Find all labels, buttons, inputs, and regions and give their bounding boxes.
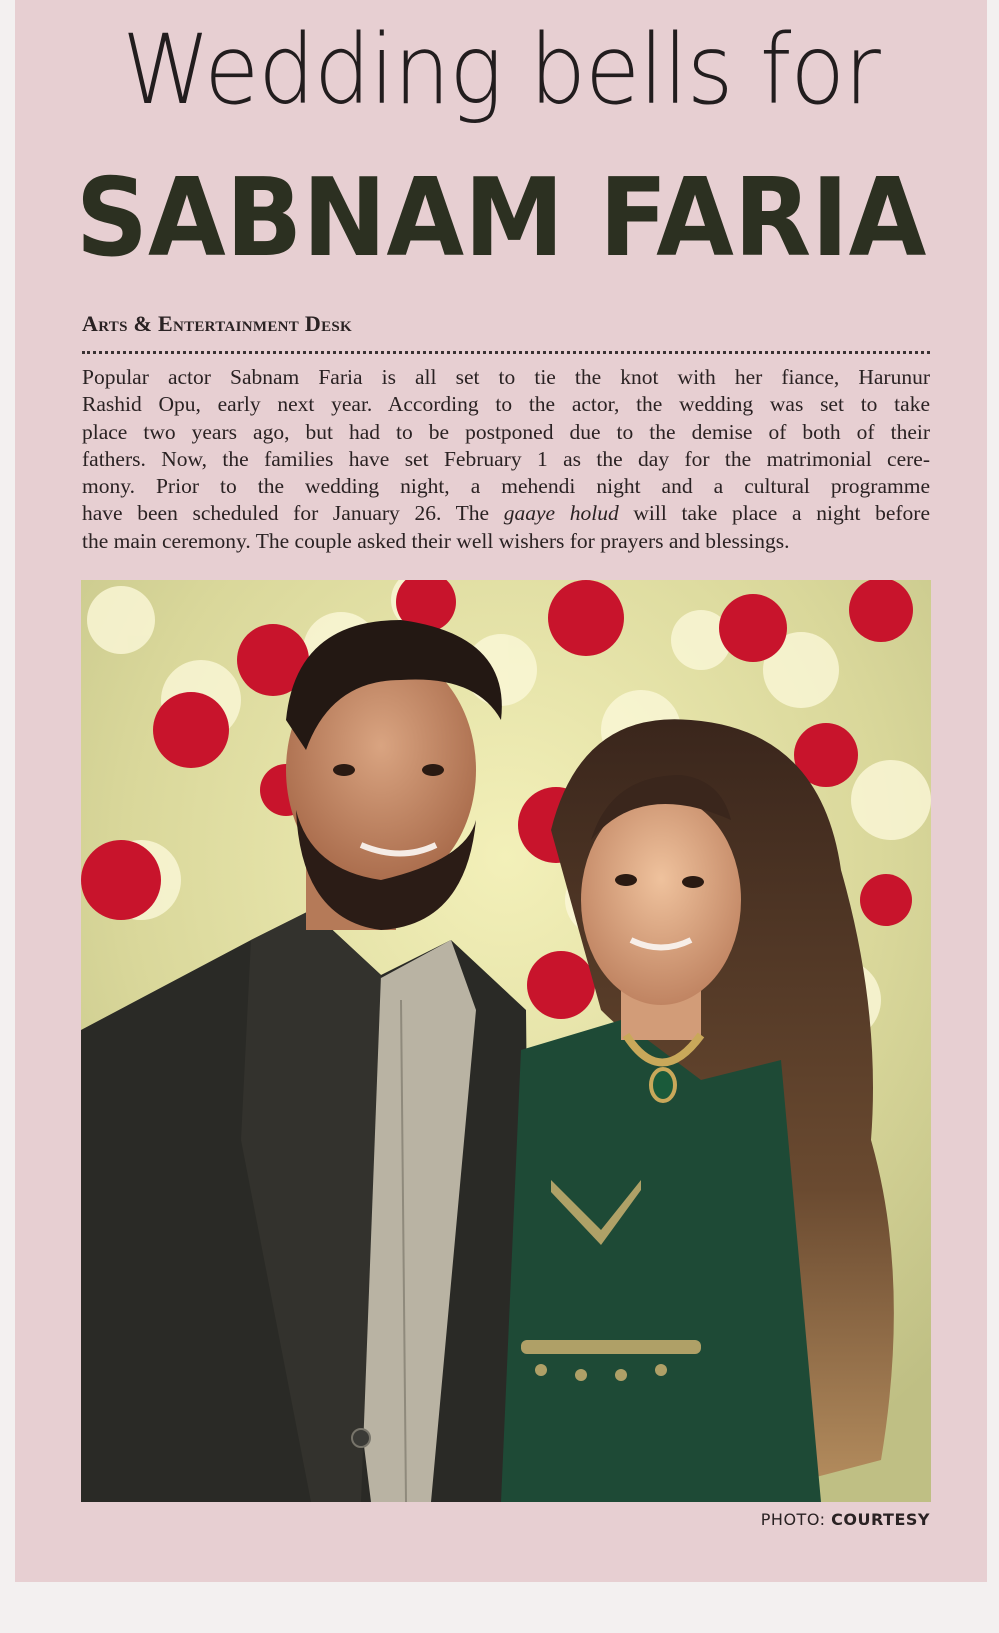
dotted-divider bbox=[82, 351, 930, 354]
body-text-segment: will take place a night before bbox=[633, 501, 931, 526]
photo-illustration bbox=[81, 580, 931, 1502]
photo-credit-label: PHOTO: bbox=[760, 1510, 826, 1529]
body-line: place two years ago, but had to be postponed due to the demise of both of their bbox=[82, 419, 930, 444]
byline: Arts & Entertainment Desk bbox=[82, 311, 352, 336]
headline-line-1: Wedding bells for bbox=[122, 14, 880, 126]
photo-credit bbox=[755, 1510, 930, 1529]
body-line: the main ceremony. The couple asked their well wishers for prayers and blessings. bbox=[82, 528, 790, 553]
body-line: Rashid Opu, early next year. According to the actor, the wedding was set to take bbox=[82, 392, 930, 417]
photo-couple-image bbox=[81, 580, 931, 1502]
body-line: mony. Prior to the wedding night, a mehendi night and a cultural programme bbox=[82, 474, 930, 499]
article-page bbox=[15, 0, 987, 1582]
body-line: Popular actor Sabnam Faria is all set to tie the knot with her fiance, Harunur bbox=[82, 365, 930, 389]
italic-term: gaaye holud bbox=[503, 501, 619, 526]
photo-credit-source: COURTESY bbox=[831, 1510, 930, 1529]
body-text-segment: have been scheduled for January 26. The bbox=[82, 501, 490, 526]
headline-line-2: SABNAM FARIA bbox=[75, 156, 927, 281]
body-line: fathers. Now, the families have set February 1 as the day for the matrimonial cere- bbox=[82, 446, 930, 471]
body-line-mixed bbox=[82, 500, 930, 527]
article-body bbox=[82, 364, 930, 555]
